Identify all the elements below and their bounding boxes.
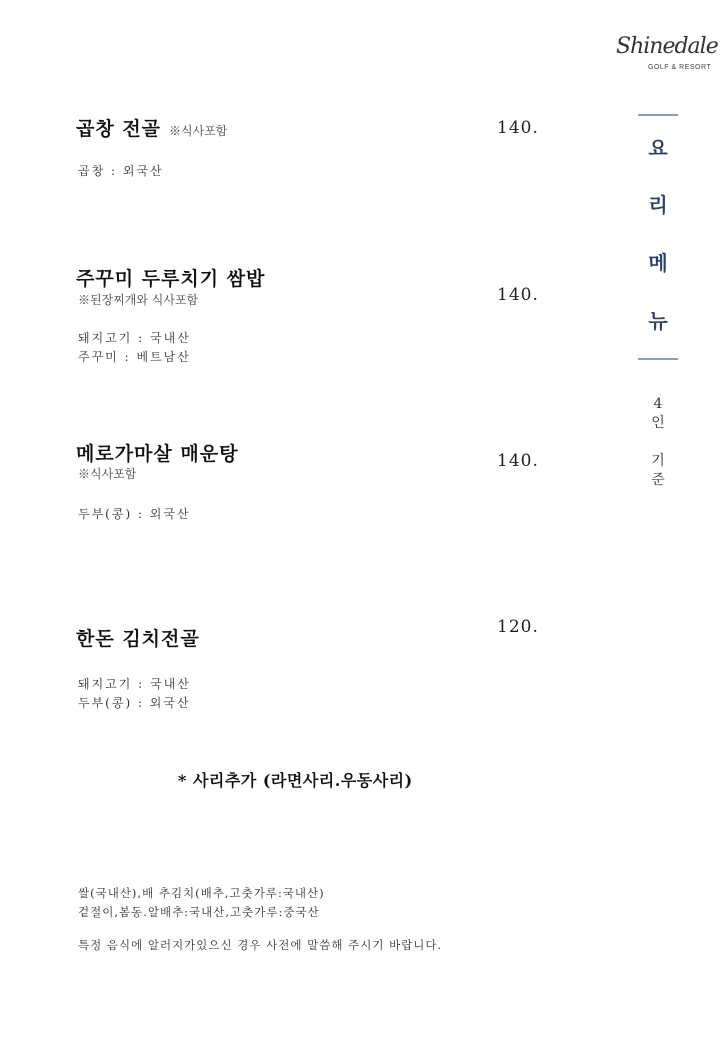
side-divider-bottom [638, 358, 678, 360]
logo-subtitle: GOLF & RESORT [648, 64, 712, 71]
origin-list [78, 675, 191, 713]
menu-item-name: 한돈 김치전골 [76, 628, 200, 650]
side-title-char: 메 [648, 251, 668, 275]
allergy-notice: 특정 음식에 알러지가있으신 경우 사전에 말씀해 주시기 바랍니다. [78, 938, 443, 952]
menu-item-price: 140. [497, 118, 539, 138]
origin-line: 돼지고기 : 국내산 [78, 331, 191, 345]
origin-line: 곱창 : 외국산 [78, 164, 164, 178]
origin-list [78, 329, 191, 367]
menu-item-gopchang [76, 114, 227, 141]
serving-char: 인 [651, 415, 665, 431]
origin-line: 돼지고기 : 국내산 [78, 677, 191, 691]
menu-item-price: 140. [497, 285, 539, 305]
menu-item-note: ※식사포함 [169, 124, 228, 138]
menu-item-name: 주꾸미 두루치기 쌈밥 [76, 268, 266, 290]
menu-item-note: ※식사포함 [78, 467, 137, 481]
serving-char: 준 [651, 472, 665, 488]
serving-char: 기 [651, 453, 665, 469]
origin-line: 두부(콩) : 외국산 [78, 507, 191, 521]
footer-line: 쌀(국내산),배 추김치(배추,고춧가루:국내산) [78, 886, 325, 900]
side-title-char: 뉴 [648, 309, 668, 333]
menu-item-price: 140. [497, 451, 539, 471]
footer-origin-info [78, 884, 325, 922]
menu-item-name: 메로가마살 매운탕 [76, 443, 239, 465]
logo-wordmark: Shinedale [616, 34, 718, 59]
serving-char: 4 [653, 396, 663, 412]
side-title-char: 요 [648, 136, 668, 160]
menu-item-price: 120. [497, 617, 539, 637]
menu-item-note: ※된장찌개와 식사포함 [78, 293, 199, 307]
origin-line: 주꾸미 : 베트남산 [78, 350, 191, 364]
brand-logo [612, 34, 718, 78]
side-title-char: 리 [648, 193, 668, 217]
extra-noodle-note: * 사리추가 (라면사리.우동사리) [178, 771, 413, 790]
side-divider-top [638, 114, 678, 116]
menu-item-name: 곱창 전골 [76, 118, 162, 140]
origin-line: 두부(콩) : 외국산 [78, 696, 191, 710]
footer-line: 겉절이,봄동.알배추:국내산,고춧가루:중국산 [78, 905, 320, 919]
